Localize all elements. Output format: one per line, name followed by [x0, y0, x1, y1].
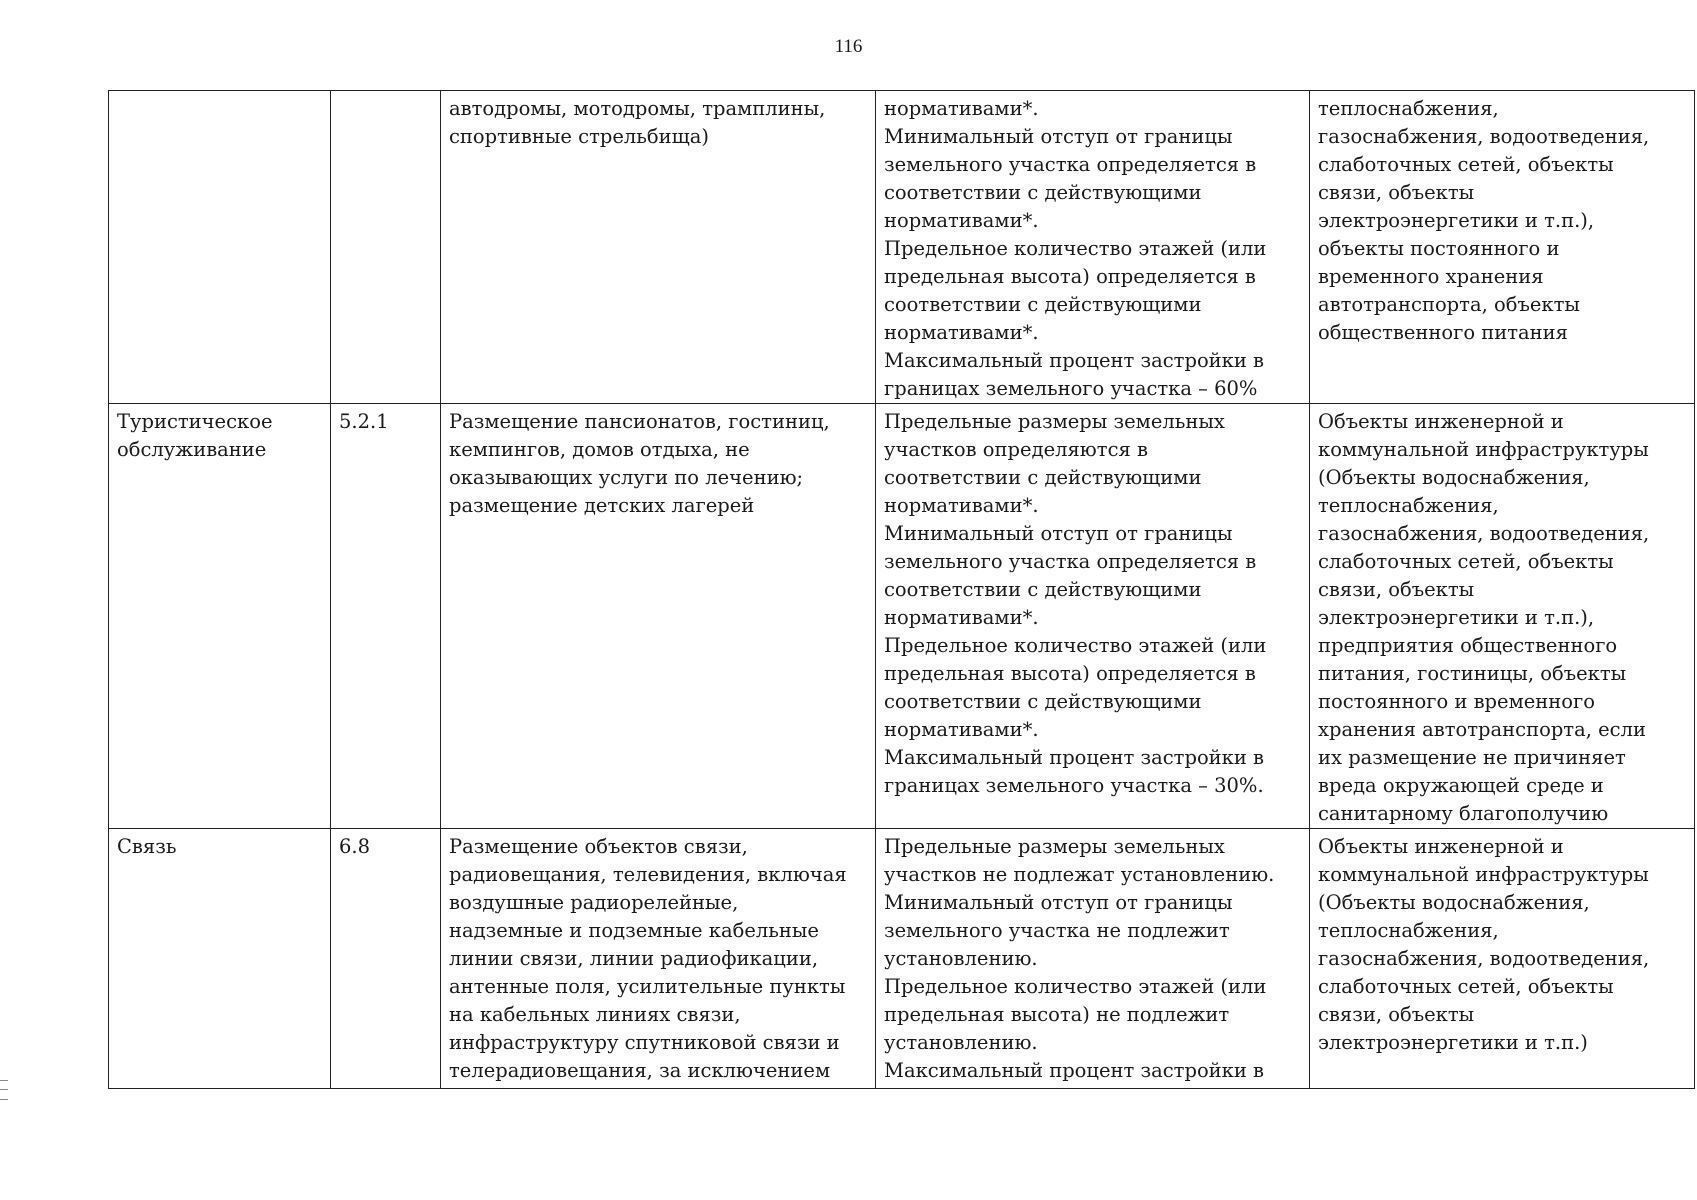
scan-margin-mark [0, 1080, 8, 1100]
table-row [109, 91, 1695, 404]
parameters-cell: Предельные размеры земельных участков не подлежат установлению. Минимальный отступ от границы земельного участка не подлежит установлению. Предельное количество этажей (или предельная высота) не подлежит установлению. Максимальный процент застройки в [876, 829, 1310, 1089]
parameters-cell: нормативами*. Минимальный отступ от границы земельного участка определяется в соответствии с действующими нормативами*. Предельное количество этажей (или предельная высота) определяется в соответствии с действующими нормативами*. Максимальный процент застройки в границах земельного участка – 60% [876, 91, 1310, 404]
land-use-name-cell [109, 91, 331, 404]
table-row [109, 404, 1695, 829]
description-cell: Размещение объектов связи, радиовещания, телевидения, включая воздушные радиорелейные, надземные и подземные кабельные линии связи, линии радиофикации, антенные поля, усилительные пункты на кабельных линиях связи, инфраструктуру спутниковой связи и телерадиовещания, за исключением [441, 829, 876, 1089]
land-use-code-cell: 6.8 [331, 829, 441, 1089]
land-use-code-cell [331, 91, 441, 404]
auxiliary-uses-cell: теплоснабжения, газоснабжения, водоотведения, слаботочных сетей, объекты связи, объекты электроэнергетики и т.п.), объекты постоянного и временного хранения автотранспорта, объекты общественного питания [1310, 91, 1695, 404]
zoning-table [108, 90, 1695, 1089]
table-row [109, 829, 1695, 1089]
parameters-cell: Предельные размеры земельных участков определяются в соответствии с действующими нормативами*. Минимальный отступ от границы земельного участка определяется в соответствии с действующими нормативами*. Предельное количество этажей (или предельная высота) определяется в соответствии с действующими нормативами*. Максимальный процент застройки в границах земельного участка – 30%. [876, 404, 1310, 829]
description-cell: Размещение пансионатов, гостиниц, кемпингов, домов отдыха, не оказывающих услуги по лечению; размещение детских лагерей [441, 404, 876, 829]
page-number: 116 [834, 36, 863, 57]
auxiliary-uses-cell: Объекты инженерной и коммунальной инфраструктуры (Объекты водоснабжения, теплоснабжения, газоснабжения, водоотведения, слаботочных сетей, объекты связи, объекты электроэнергетики и т.п.), предприятия общественного питания, гостиницы, объекты постоянного и временного хранения автотранспорта, если их размещение не причиняет вреда окружающей среде и санитарному благополучию [1310, 404, 1695, 829]
land-use-name-cell: Туристическое обслуживание [109, 404, 331, 829]
land-use-name-cell: Связь [109, 829, 331, 1089]
land-use-code-cell: 5.2.1 [331, 404, 441, 829]
description-cell: автодромы, мотодромы, трамплины, спортивные стрельбища) [441, 91, 876, 404]
auxiliary-uses-cell: Объекты инженерной и коммунальной инфраструктуры (Объекты водоснабжения, теплоснабжения, газоснабжения, водоотведения, слаботочных сетей, объекты связи, объекты электроэнергетики и т.п.) [1310, 829, 1695, 1089]
